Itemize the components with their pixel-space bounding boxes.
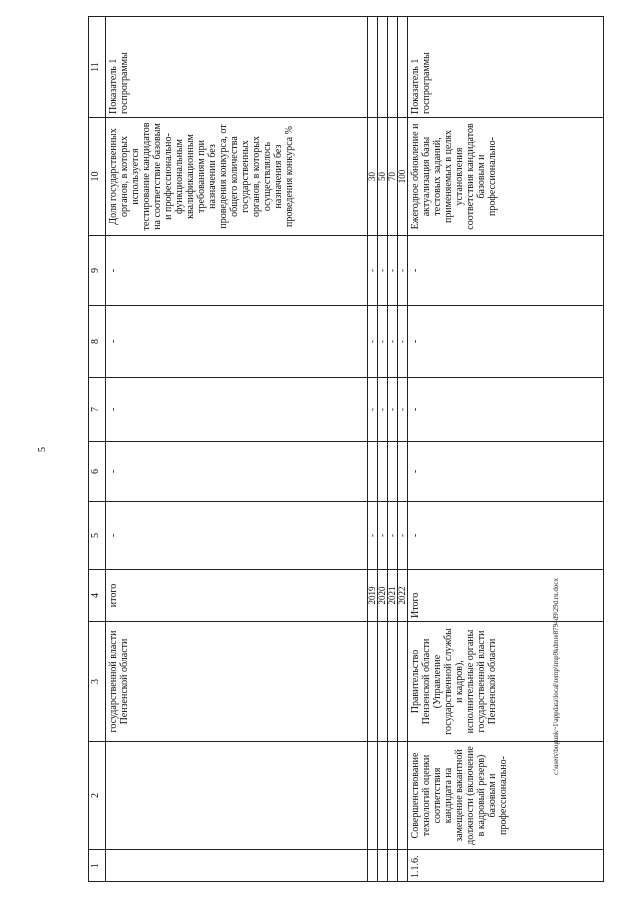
executor-cell: государственной власти Пензенской области (106, 622, 368, 742)
executor-cell: Правительство Пензенской области (Управление государственной службы и кадров), исполнительные органы государственной власти Пензенской области (408, 622, 604, 742)
year-cell: 2020 (378, 570, 388, 622)
activity-cell: Совершенствование технологий оценки соответствия кандидата на замещение вакантной должности (включение в кадровый резерв) базовым и профессионально- (408, 742, 604, 850)
page-number: 5 (37, 447, 48, 452)
value-cell: - (106, 502, 368, 570)
value-cell: - (408, 442, 604, 502)
year-cell: 2022 (398, 570, 408, 622)
table-row (408, 17, 604, 882)
header-cell: 7 (89, 378, 106, 442)
header-row (89, 17, 106, 882)
program-indicator-cell: Показатель 1 госпрограммы (408, 17, 604, 118)
activity-cell (106, 742, 368, 850)
header-cell: 5 (89, 502, 106, 570)
value-cell: - (408, 236, 604, 306)
header-cell: 10 (89, 118, 106, 236)
year-row: 2019 - - - - 30 (368, 17, 378, 882)
header-cell: 1 (89, 850, 106, 882)
indicator-value: 70 (388, 118, 398, 236)
value-cell: - (408, 502, 604, 570)
header-cell: 3 (89, 622, 106, 742)
header-cell: 9 (89, 236, 106, 306)
header-cell: 2 (89, 742, 106, 850)
row-number-cell: 1.1.6. (408, 850, 604, 882)
header-cell: 4 (89, 570, 106, 622)
year-row: 2021 - - - - 70 (388, 17, 398, 882)
indicator-value: 100 (398, 118, 408, 236)
table-row (106, 17, 368, 882)
header-cell: 6 (89, 442, 106, 502)
value-cell: - (106, 236, 368, 306)
total-label-cell: итого (106, 570, 368, 622)
footer-file-path: c:\users\bogunk~1\appdata\local\temp\tmp9kdmte8794d9\29d.ru.docx (552, 577, 560, 775)
value-cell: - (106, 378, 368, 442)
year-row: 2020 - - - - 50 (378, 17, 388, 882)
value-cell: - (106, 306, 368, 378)
value-cell: - (106, 442, 368, 502)
value-cell: - (408, 378, 604, 442)
header-cell: 11 (89, 17, 106, 118)
indicator-cell: Доля государственных органов, в которых используется тестирование кандидатов на соответствие базовым и профессионально-функциональным квалификационным требованиям при назначении без проведения конкурса, от общего количества государственных органов, в которых осуществлялось назначения без проведения конкурса % (106, 118, 368, 236)
program-indicator-cell: Показатель 1 госпрограммы (106, 17, 368, 118)
year-cell: 2019 (368, 570, 378, 622)
value-cell: - (408, 306, 604, 378)
year-cell: 2021 (388, 570, 398, 622)
total-label-cell: Итого (408, 570, 604, 622)
header-cell: 8 (89, 306, 106, 378)
indicator-value: 30 (368, 118, 378, 236)
program-table (88, 16, 604, 882)
row-number-cell (106, 850, 368, 882)
indicator-cell: Ежегодное обновление и актуализация базы тестовых заданий, применяемых в целях установления соответствия кандидатов базовым и профессионально- (408, 118, 604, 236)
table-sheet (88, 17, 630, 882)
indicator-value: 50 (378, 118, 388, 236)
year-row: 2022 - - - - 100 (398, 17, 408, 882)
